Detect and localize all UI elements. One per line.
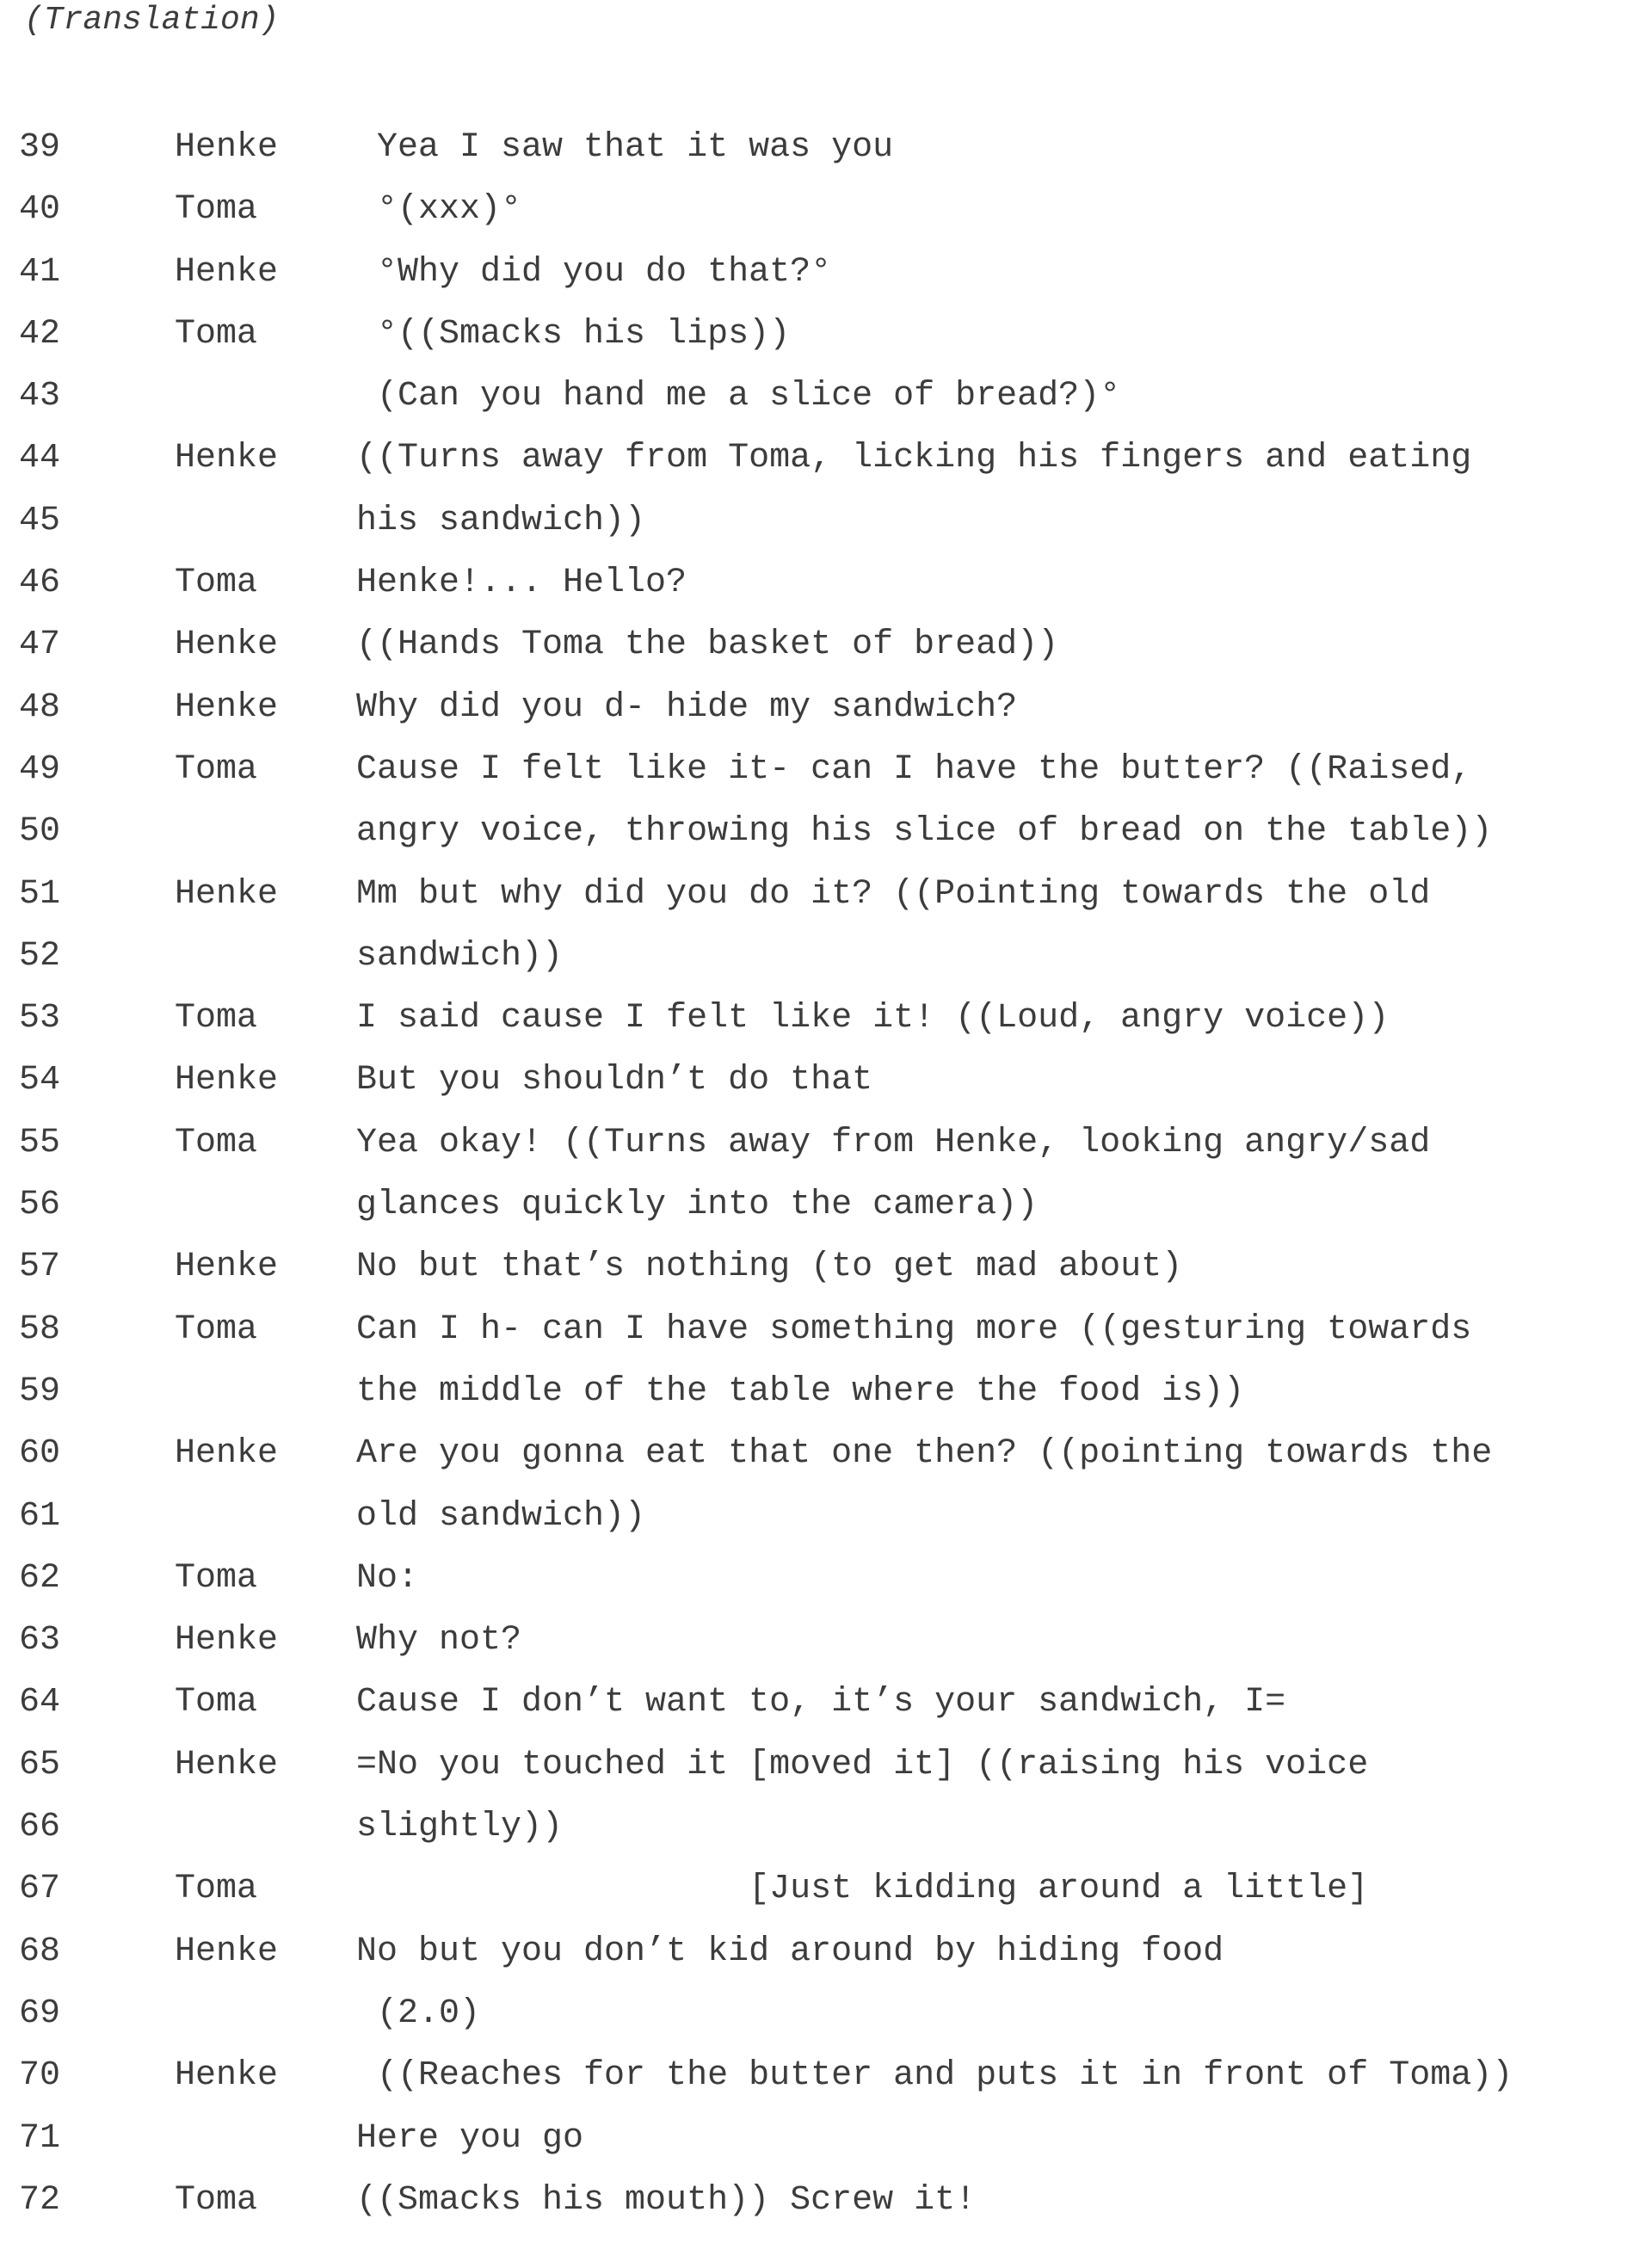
speaker-name: Toma — [175, 1683, 258, 1722]
utterance-text: the middle of the table where the food is)) — [356, 1371, 1245, 1411]
transcript-line — [0, 1493, 1652, 1555]
line-number: 48 — [19, 687, 61, 727]
transcript-line — [0, 1928, 1652, 1990]
line-number: 57 — [19, 1248, 61, 1287]
transcript-line — [0, 1865, 1652, 1927]
line-number: 71 — [19, 2118, 61, 2158]
translation-heading: (Translation) — [24, 2, 280, 39]
utterance-text: glances quickly into the camera)) — [356, 1186, 1039, 1225]
speaker-name: Toma — [175, 1309, 258, 1349]
transcript-line — [0, 186, 1652, 248]
speaker-name: Toma — [175, 1870, 258, 1909]
utterance-text: angry voice, throwing his slice of bread on the table)) — [356, 812, 1493, 852]
line-number: 67 — [19, 1870, 61, 1909]
speaker-name: Toma — [175, 314, 258, 354]
speaker-name: Henke — [175, 874, 279, 914]
transcript-line — [0, 249, 1652, 311]
utterance-text: his sandwich)) — [356, 501, 646, 540]
line-number: 46 — [19, 564, 61, 603]
speaker-name: Toma — [175, 1123, 258, 1162]
utterance-text: [Just kidding around a little] — [356, 1870, 1369, 1909]
speaker-name: Toma — [175, 190, 258, 230]
line-number: 39 — [19, 128, 61, 167]
transcript-line — [0, 124, 1652, 186]
transcript-line — [0, 559, 1652, 621]
utterance-text: °((Smacks his lips)) — [356, 314, 791, 354]
speaker-name: Henke — [175, 252, 279, 292]
transcript-line — [0, 311, 1652, 373]
utterance-text: No: — [356, 1558, 419, 1598]
line-number: 63 — [19, 1621, 61, 1661]
transcript-line — [0, 1057, 1652, 1118]
utterance-text: But you shouldn’t do that — [356, 1061, 873, 1100]
utterance-text: Are you gonna eat that one then? ((pointing towards the — [356, 1434, 1493, 1474]
line-number: 60 — [19, 1434, 61, 1474]
transcript-line — [0, 1990, 1652, 2052]
utterance-text: Cause I don’t want to, it’s your sandwich, I= — [356, 1683, 1286, 1722]
speaker-name: Toma — [175, 2180, 258, 2220]
speaker-name: Henke — [175, 1434, 279, 1474]
line-number: 70 — [19, 2056, 61, 2096]
utterance-text: Why did you d- hide my sandwich? — [356, 687, 1018, 727]
speaker-name: Toma — [175, 999, 258, 1038]
utterance-text: old sandwich)) — [356, 1496, 646, 1536]
line-number: 61 — [19, 1496, 61, 1536]
line-number: 62 — [19, 1558, 61, 1598]
utterance-text: (Can you hand me a slice of bread?)° — [356, 377, 1121, 416]
line-number: 43 — [19, 377, 61, 416]
line-number: 64 — [19, 1683, 61, 1722]
speaker-name: Henke — [175, 1621, 279, 1661]
line-number: 72 — [19, 2180, 61, 2220]
utterance-text: I said cause I felt like it! ((Loud, angry voice)) — [356, 999, 1390, 1038]
line-number: 69 — [19, 1993, 61, 2033]
transcript-line — [0, 1306, 1652, 1368]
transcript-line — [0, 1741, 1652, 1803]
speaker-name: Henke — [175, 625, 279, 665]
transcript-line — [0, 1803, 1652, 1865]
utterance-text: Yea I saw that it was you — [356, 128, 894, 167]
utterance-text: ((Smacks his mouth)) Screw it! — [356, 2180, 977, 2220]
speaker-name: Henke — [175, 1248, 279, 1287]
utterance-text: Yea okay! ((Turns away from Henke, looking angry/sad — [356, 1123, 1431, 1162]
transcript-line — [0, 995, 1652, 1057]
transcript-line — [0, 497, 1652, 559]
transcript-line — [0, 621, 1652, 683]
transcript-line — [0, 684, 1652, 746]
transcript-line — [0, 1430, 1652, 1492]
utterance-text: ((Reaches for the butter and puts it in front of Toma)) — [356, 2056, 1513, 2096]
line-number: 65 — [19, 1745, 61, 1784]
transcript-line — [0, 1617, 1652, 1679]
line-number: 66 — [19, 1808, 61, 1847]
speaker-name: Henke — [175, 128, 279, 167]
transcript-line — [0, 2115, 1652, 2177]
utterance-text: °Why did you do that?° — [356, 252, 832, 292]
line-number: 44 — [19, 439, 61, 478]
line-number: 68 — [19, 1932, 61, 1971]
transcript-line — [0, 2177, 1652, 2239]
transcript-line — [0, 1679, 1652, 1741]
transcript — [0, 124, 1652, 2239]
line-number: 45 — [19, 501, 61, 540]
transcript-line — [0, 2052, 1652, 2114]
speaker-name: Henke — [175, 439, 279, 478]
utterance-text: ((Hands Toma the basket of bread)) — [356, 625, 1059, 665]
transcript-line — [0, 746, 1652, 808]
utterance-text: ((Turns away from Toma, licking his fingers and eating — [356, 439, 1472, 478]
transcript-line — [0, 1119, 1652, 1181]
utterance-text: Henke!... Hello? — [356, 564, 687, 603]
line-number: 53 — [19, 999, 61, 1038]
speaker-name: Henke — [175, 1932, 279, 1971]
transcript-line — [0, 1181, 1652, 1243]
utterance-text: No but that’s nothing (to get mad about) — [356, 1248, 1183, 1287]
utterance-text: Can I h- can I have something more ((gesturing towards — [356, 1309, 1472, 1349]
line-number: 54 — [19, 1061, 61, 1100]
utterance-text: No but you don’t kid around by hiding food — [356, 1932, 1224, 1971]
line-number: 41 — [19, 252, 61, 292]
line-number: 59 — [19, 1371, 61, 1411]
transcript-line — [0, 871, 1652, 933]
transcript-line — [0, 808, 1652, 870]
speaker-name: Toma — [175, 564, 258, 603]
speaker-name: Toma — [175, 1558, 258, 1598]
utterance-text: Why not? — [356, 1621, 522, 1661]
line-number: 49 — [19, 749, 61, 789]
line-number: 42 — [19, 314, 61, 354]
line-number: 47 — [19, 625, 61, 665]
utterance-text: Cause I felt like it- can I have the butter? ((Raised, — [356, 749, 1472, 789]
line-number: 40 — [19, 190, 61, 230]
utterance-text: °(xxx)° — [356, 190, 522, 230]
utterance-text: Mm but why did you do it? ((Pointing towards the old — [356, 874, 1431, 914]
transcript-line — [0, 373, 1652, 434]
speaker-name: Henke — [175, 1061, 279, 1100]
transcript-line — [0, 933, 1652, 995]
line-number: 52 — [19, 936, 61, 976]
transcript-line — [0, 1555, 1652, 1617]
speaker-name: Toma — [175, 749, 258, 789]
utterance-text: Here you go — [356, 2118, 584, 2158]
speaker-name: Henke — [175, 2056, 279, 2096]
speaker-name: Henke — [175, 1745, 279, 1784]
utterance-text: (2.0) — [356, 1993, 481, 2033]
transcript-line — [0, 1368, 1652, 1430]
utterance-text: sandwich)) — [356, 936, 564, 976]
line-number: 58 — [19, 1309, 61, 1349]
line-number: 55 — [19, 1123, 61, 1162]
speaker-name: Henke — [175, 687, 279, 727]
transcript-line — [0, 1243, 1652, 1305]
utterance-text: slightly)) — [356, 1808, 564, 1847]
line-number: 50 — [19, 812, 61, 852]
transcript-line — [0, 434, 1652, 496]
line-number: 51 — [19, 874, 61, 914]
utterance-text: =No you touched it [moved it] ((raising his voice — [356, 1745, 1369, 1784]
line-number: 56 — [19, 1186, 61, 1225]
